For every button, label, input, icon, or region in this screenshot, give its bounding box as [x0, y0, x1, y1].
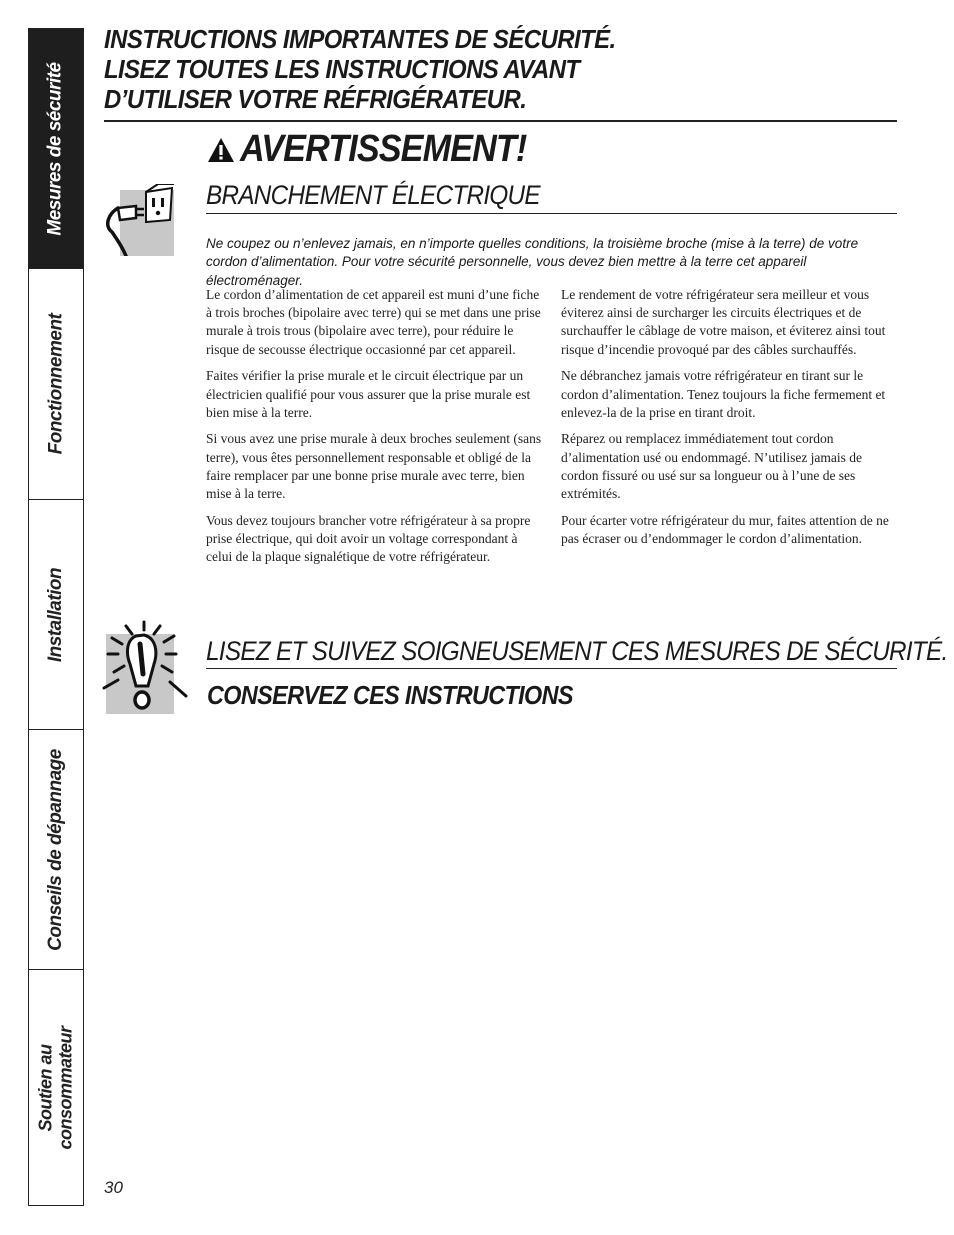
left-column [206, 286, 542, 575]
tab-label: Installation [45, 567, 67, 662]
tab-label [36, 1026, 76, 1149]
tab-installation[interactable] [29, 500, 83, 730]
tab-soutien-au-consommateur[interactable] [29, 970, 83, 1206]
header-line-1: INSTRUCTIONS IMPORTANTES DE SÉCURITÉ. [104, 24, 616, 54]
tab-fonctionnement[interactable] [29, 269, 83, 500]
lightbulb-exclamation-icon [96, 620, 192, 716]
tab-label: Mesures de sécurité [45, 61, 67, 236]
warning-title-text: AVERTISSEMENT! [240, 128, 527, 170]
section-heading-text: LISEZ ET SUIVEZ SOIGNEUSEMENT CES MESURES DE SÉCURITÉ. [206, 636, 948, 666]
paragraph: Ne débranchez jamais votre réfrigérateur en tirant sur le cordon d’alimentation. Tenez toujours la fiche fermement et enlevez-la de la prise en tirant droit. [561, 368, 886, 420]
tab-label-line1: Soutien au [36, 1044, 57, 1132]
section-heading-electrical [206, 180, 897, 214]
tab-mesures-de-securite[interactable] [29, 29, 83, 269]
electrical-intro: Ne coupez ou n’enlevez jamais, en n’importe quelles conditions, la troisième broche (mise à la terre) de votre cordon d’alimentation. Pour votre sécurité personnelle, vous devez bien mettre à la terre cet appareil électroménager. [206, 235, 859, 288]
tab-label-line2: consommateur [56, 1026, 77, 1150]
section-heading-read-follow [206, 636, 948, 669]
paragraph: Pour écarter votre réfrigérateur du mur, faites attention de ne pas écraser ou d’endommager le cordon d’alimentation. [561, 512, 889, 546]
plug-outlet-icon [106, 184, 174, 256]
header-line-2: LISEZ TOUTES LES INSTRUCTIONS AVANT [104, 54, 580, 84]
tab-label: Fonctionnement [45, 313, 66, 455]
paragraph: Le cordon d’alimentation de cet appareil est muni d’une fiche à trois broches (bipolaire avec terre) qui se met dans une prise murale à trois trous (bipolaire avec terre), pour réduire le risque de secousse électrique occasionné par cet appareil. [206, 287, 541, 357]
right-column [561, 286, 897, 557]
page-number: 30 [104, 1178, 123, 1197]
keep-instructions-heading: CONSERVEZ CES INSTRUCTIONS [207, 680, 573, 710]
section-tabs [28, 28, 84, 1206]
warning-title [206, 128, 558, 171]
tab-label: Conseils de dépannage [45, 748, 67, 951]
paragraph: Le rendement de votre réfrigérateur sera meilleur et vous éviterez ainsi de surcharger les circuits électriques et de surchauffer le câblage de votre maison, et éviterez ainsi tout risque d’incendie provoqué par des câbles surchauffés. [561, 287, 886, 357]
paragraph: Vous devez toujours brancher votre réfrigérateur à sa propre prise électrique, qui doit avoir un voltage correspondant à celui de la plaque signalétique de votre réfrigérateur. [206, 512, 531, 565]
section-heading-text: BRANCHEMENT ÉLECTRIQUE [206, 180, 540, 210]
paragraph: Réparez ou remplacez immédiatement tout cordon d’alimentation usé ou endommagé. N’utilisez jamais de cordon fissuré ou usé sur sa longueur ou à l’une de ses extrémités. [561, 431, 863, 502]
warning-triangle-icon [206, 136, 236, 164]
header-line-3: D’UTILISER VOTRE RÉFRIGÉRATEUR. [104, 84, 527, 114]
tab-conseils-de-depannage[interactable] [29, 730, 83, 970]
paragraph: Si vous avez une prise murale à deux broches seulement (sans terre), vous êtes personnellement responsable et obligé de la faire remplacer par une bonne prise murale avec terre, bien mise à la terre. [206, 431, 542, 502]
paragraph: Faites vérifier la prise murale et le circuit électrique par un électricien qualifié pour vous assurer que la prise murale est bien mise à la terre. [206, 368, 531, 420]
page-header [104, 24, 897, 122]
